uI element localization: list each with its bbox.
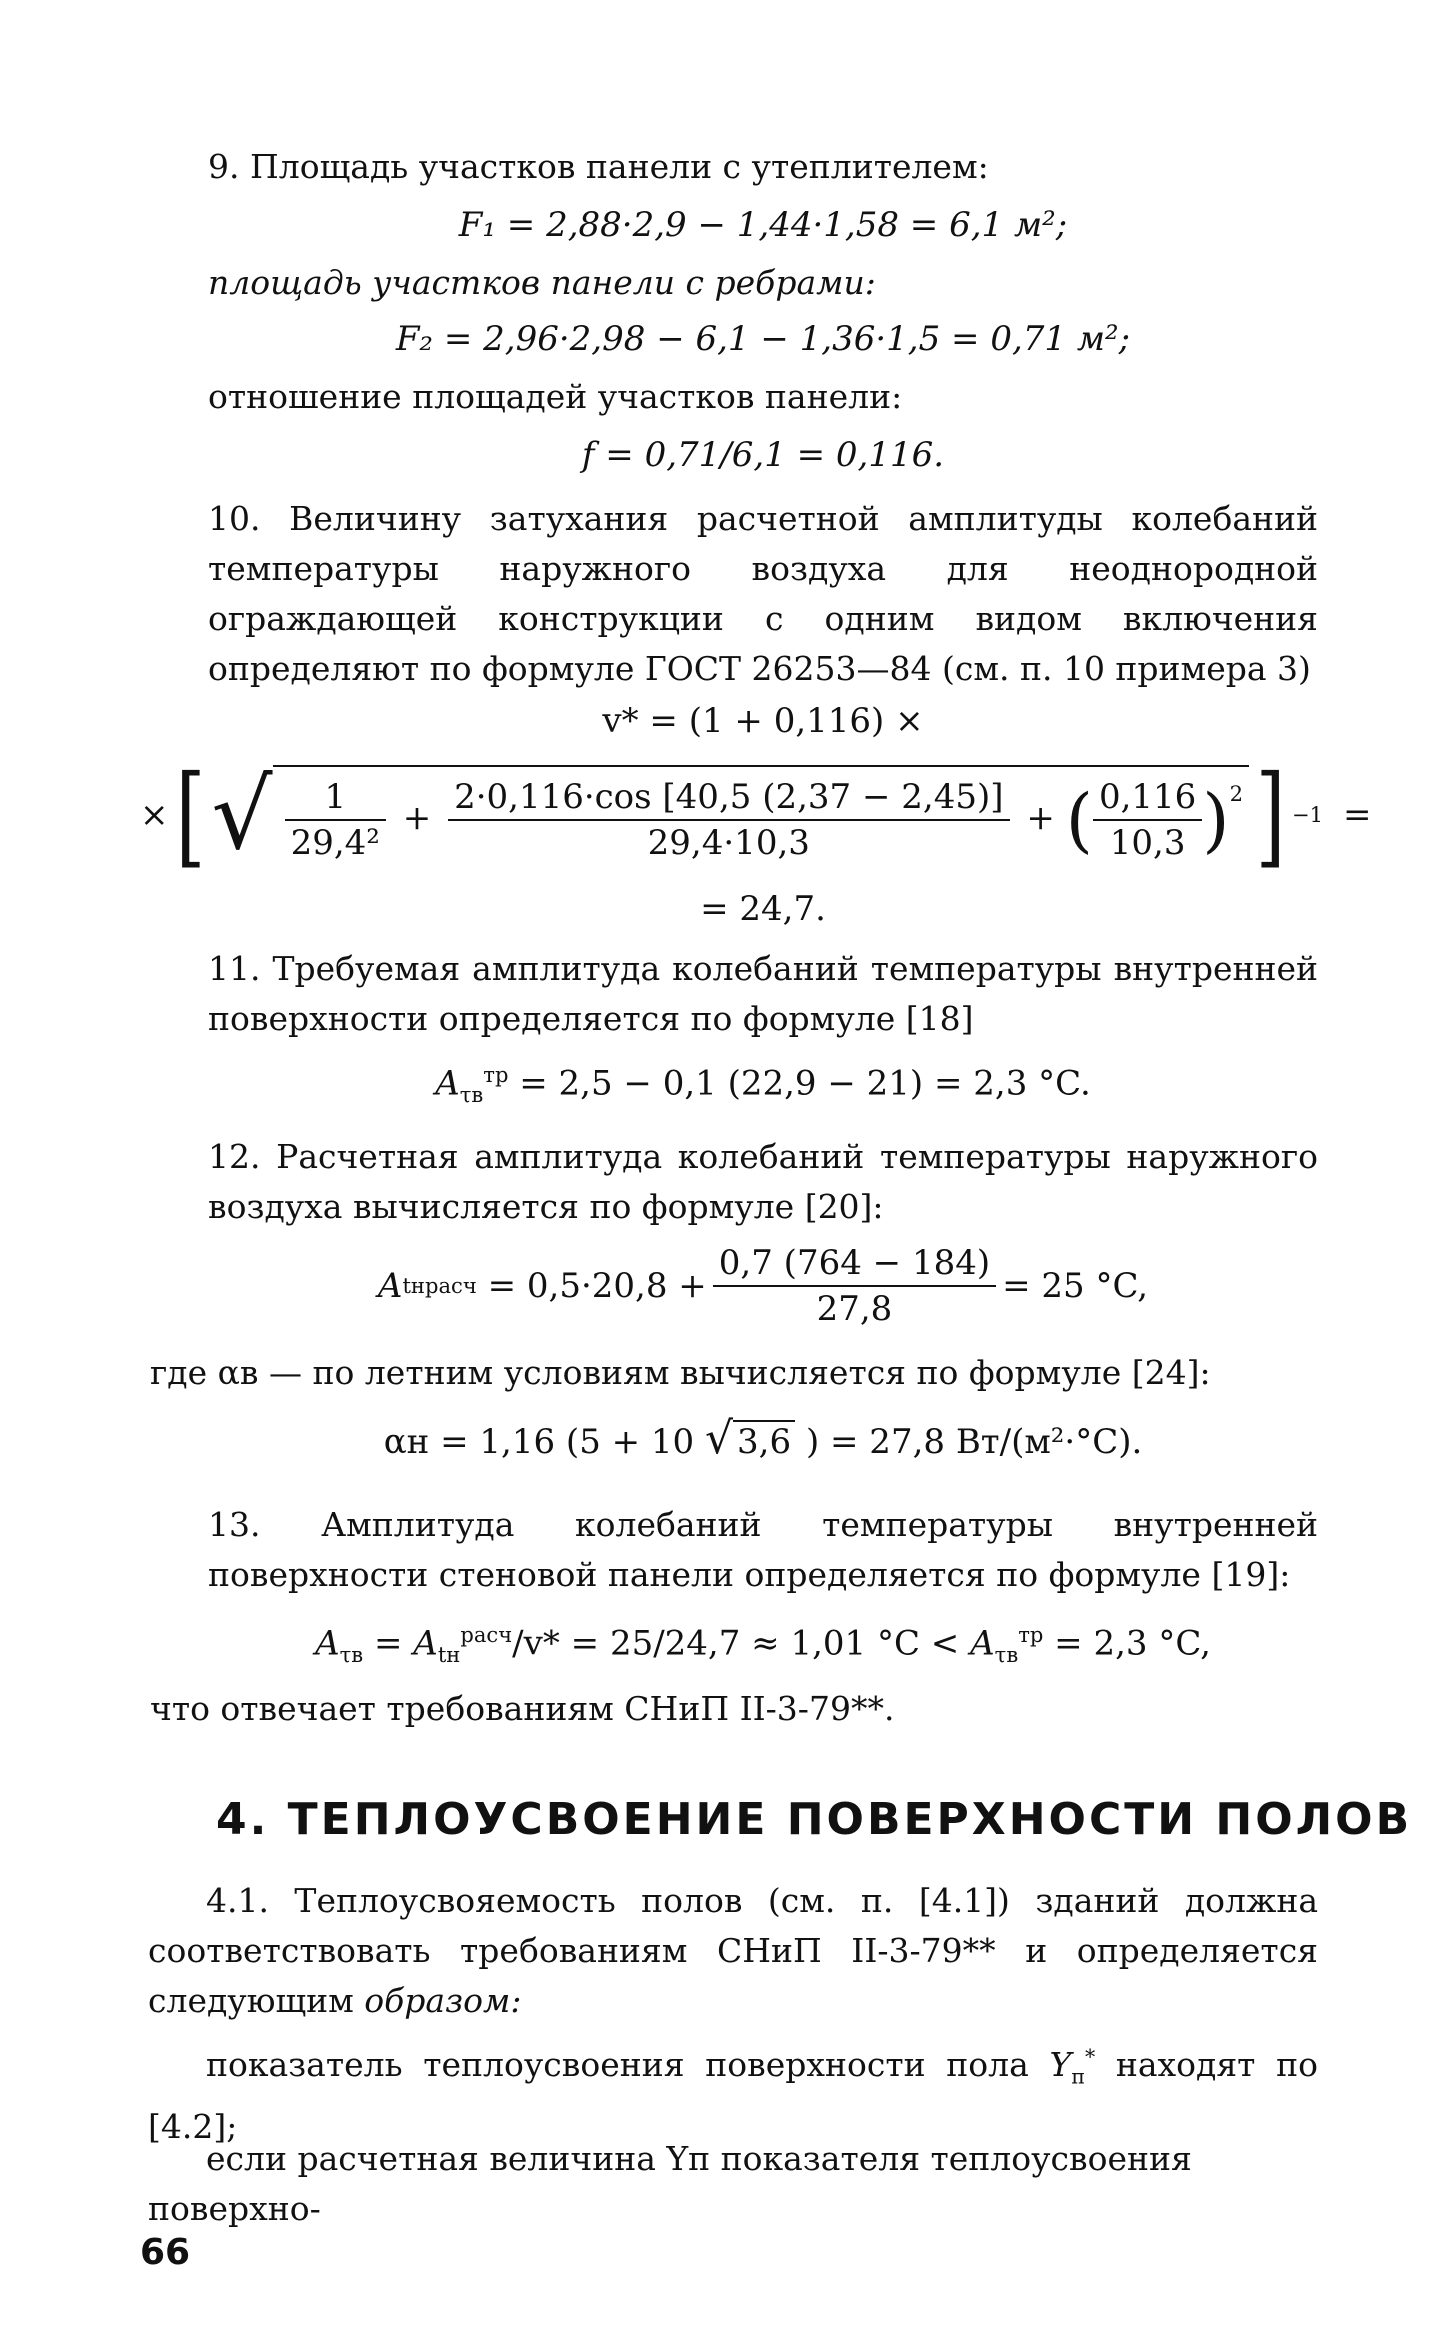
- item9-title: 9. Площадь участков панели с утеплителем:: [208, 147, 989, 186]
- alpha-eq-right: ) = 27,8 Вт/(м²·°C).: [805, 1422, 1143, 1462]
- fraction-2: [448, 775, 1009, 865]
- equals-sign: =: [1343, 795, 1372, 835]
- fraction-1-numerator: 1: [285, 775, 386, 821]
- fraction-3: [1093, 775, 1202, 865]
- section4-paragraph-3: если расчетная величина Yп показателя теплоусвоения поверхно-: [148, 2139, 1192, 2228]
- plus-sign-1: +: [402, 798, 432, 838]
- item9-label-ribs: площадь участков панели с ребрами:: [208, 263, 876, 302]
- item12-alpha-equation: [208, 1413, 1318, 1465]
- sqrt-sign: √: [211, 759, 273, 871]
- plus-sign-2: +: [1026, 798, 1055, 838]
- sqrt-radicand: [273, 765, 1249, 865]
- item10-result: = 24,7.: [700, 889, 826, 929]
- item10-equation-line1: v* = (1 + 0,116) ×: [602, 701, 924, 741]
- right-bracket: ]: [1255, 751, 1286, 879]
- section4-p1-main: 4.1. Теплоусвояемость полов (см. п. [4.1]) зданий должна соответствовать требованиям СНиП II-3-79** и определяется следующим: [148, 1881, 1318, 2020]
- item12-paragraph: 12. Расчетная амплитуда колебаний температуры наружного воздуха вычисляется по формуле [20]:: [208, 1137, 1318, 1226]
- item12-fraction-denominator: 27,8: [816, 1289, 893, 1329]
- left-bracket: [: [174, 751, 205, 879]
- item12-where: где αв — по летним условиям вычисляется по формуле [24]:: [150, 1353, 1211, 1392]
- section4-p2-a: показатель теплоусвоения поверхности пола: [206, 2045, 1050, 2084]
- fraction-3-denominator: 10,3: [1109, 823, 1186, 863]
- item10-equation-line2: [140, 750, 1372, 880]
- item11-equation-value: 2,5 − 0,1 (22,9 − 21) = 2,3 °C.: [558, 1063, 1091, 1104]
- item9-ratio-equation: f = 0,71/6,1 = 0,116.: [581, 435, 945, 475]
- section4-p2-b: находят по [4.2];: [148, 2045, 1318, 2146]
- section4-heading: 4. ТЕПЛОУСВОЕНИЕ ПОВЕРХНОСТИ ПОЛОВ: [216, 1794, 1413, 1845]
- fraction-2-numerator: 2·0,116·cos [40,5 (2,37 − 2,45)]: [448, 775, 1009, 821]
- item12-fraction-numerator: 0,7 (764 − 184): [713, 1241, 996, 1287]
- item9-f2-equation: F₂ = 2,96·2,98 − 6,1 − 1,36·1,5 = 0,71 м²;: [395, 319, 1131, 359]
- fraction-2-denominator: 29,4·10,3: [647, 823, 810, 863]
- power-minus-one: −1: [1291, 802, 1324, 827]
- fraction-1-denominator: 29,4²: [290, 823, 380, 863]
- item13-equation: $A_{\tau в} = A_{tн}^{расч}/v* = 25/24,7 \approx 1,01$ $^\circ C < A_{\tau в}^{тр} = 2,3$ °C,: [315, 1622, 1211, 1668]
- item13-equation-mid: /v* = 25/24,7 ≈ 1,01 °C <: [512, 1623, 971, 1664]
- page-number: 66: [140, 2232, 191, 2273]
- item13-equation-end: = 2,3 °C,: [1043, 1623, 1211, 1664]
- fraction-1: [285, 775, 386, 865]
- times-sign: ×: [140, 795, 169, 835]
- item13-paragraph: 13. Амплитуда колебаний температуры внутренней поверхности стеновой панели определяется по формуле [19]:: [208, 1505, 1318, 1594]
- item12-fraction: [713, 1241, 996, 1331]
- right-paren: ): [1202, 779, 1230, 861]
- section4-p1-italic: образом:: [364, 1981, 522, 2020]
- item11-equation: $A_{\tau в}^{тр} = 2,5 - 0,1$ (22,9 − 21) = 2,3 °C.: [435, 1062, 1091, 1108]
- alpha-sqrt-value: 3,6: [733, 1420, 795, 1462]
- section4-paragraph-2: показатель теплоусвоения поверхности пола $Y_п^*$ находят по [4.2];: [148, 2045, 1318, 2146]
- item9-f1-equation: F₁ = 2,88·2,9 − 1,44·1,58 = 6,1 м²;: [458, 205, 1068, 245]
- item9-label-ratio: отношение площадей участков панели:: [208, 377, 903, 416]
- alpha-sqrt-sign: √: [705, 1413, 734, 1464]
- item13-conclusion: что отвечает требованиям СНиП II-3-79**.: [150, 1689, 895, 1728]
- item10-paragraph: 10. Величину затухания расчетной амплитуды колебаний температуры наружного воздуха для неоднородной ограждающей конструкции с одним видом включения определяют по формуле ГОСТ 26253—84 (см. п. 10 примера 3): [208, 499, 1318, 688]
- section4-paragraph-1: [148, 1876, 1318, 2026]
- item12-equation: A tн расч = 0,5·20,8 + $\frac{0,7 (764 - 184)}{27,8}$ = 25 °C,: [377, 1243, 1149, 1329]
- left-paren: (: [1065, 779, 1093, 861]
- alpha-eq-left: αн = 1,16 (5 + 10: [383, 1422, 695, 1462]
- item11-paragraph: 11. Требуемая амплитуда колебаний температуры внутренней поверхности определяется по формуле [18]: [208, 949, 1318, 1038]
- item12-equation-left: = 0,5·20,8 +: [487, 1266, 707, 1306]
- power-two: 2: [1229, 781, 1244, 806]
- fraction-3-numerator: 0,116: [1093, 775, 1202, 821]
- item12-equation-right: = 25 °C,: [1002, 1266, 1149, 1306]
